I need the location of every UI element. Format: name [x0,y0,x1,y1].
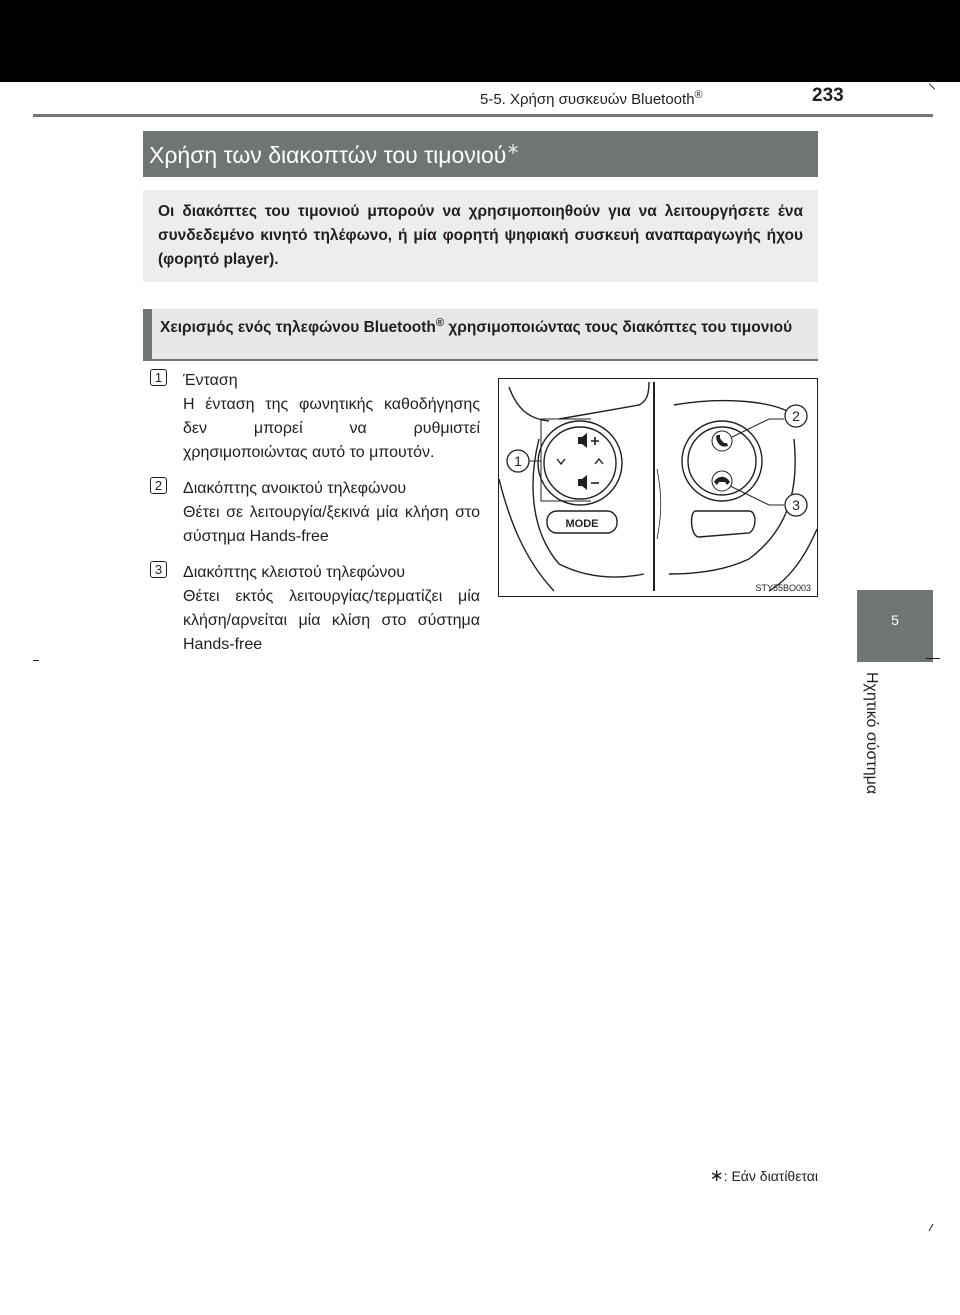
top-black-band [0,0,960,82]
callout-1-label: 1 [514,453,522,469]
availability-mark: ∗ [506,141,520,158]
crop-mark [33,660,39,661]
subsection-title-part2: χρησιμοποιώντας τους διακόπτες του τιμονιού [444,319,793,337]
wheel-outline [769,529,817,591]
callout-bracket [541,419,591,501]
steering-switch-figure [498,378,818,597]
item-list [150,369,480,669]
header-registered-mark: ® [694,89,703,101]
callout-3-label: 3 [792,497,800,513]
callout-1 [507,450,529,472]
wheel-outline [674,401,799,419]
crop-mark [929,83,935,89]
wheel-outline [559,564,644,577]
volume-down-icon [578,475,599,490]
callout-2-label: 2 [792,408,800,424]
header-rule [33,114,933,117]
list-item [150,561,480,657]
callout-2 [785,405,807,427]
page-number: 233 [812,85,844,106]
volume-switch-bezel [538,421,622,505]
callout-leader [724,483,784,505]
phone-off-icon [712,471,732,491]
wheel-outline [499,479,554,591]
section-title-text: Χρήση των διακοπτών του τιμονιού [149,142,507,168]
subsection-title-part1: Χειρισμός ενός τηλεφώνου Bluetooth [160,319,436,337]
subsection-registered-mark: ® [435,317,445,329]
mode-label: MODE [565,518,599,530]
item-description: Θέτει εκτός λειτουργίας/τερματίζει μία κλήση/αρνείται μία κλίση στο σύστημα Hands-free [183,588,480,653]
wheel-outline [669,559,749,574]
steering-switch-illustration [499,379,817,596]
item-title: Διακόπτης ανοικτού τηλεφώνου [183,480,407,497]
volume-up-icon [578,433,599,448]
chapter-number: 5 [891,612,899,628]
wheel-shading [657,469,661,539]
phone-on-icon [712,431,732,451]
item-description: Θέτει σε λειτουργία/ξεκινά μία κλήση στο σύστημα Hands-free [183,504,480,545]
chapter-tab [857,590,933,662]
chapter-label: Ηχητικό σύστημα [863,672,880,795]
footnote [700,1166,818,1186]
item-title: Ένταση [183,372,238,389]
figure-code: STY55BO003 [755,583,811,593]
list-item [150,477,480,549]
chevron-up-icon [595,459,603,464]
wheel-outline [509,387,549,421]
item-number-badge: 3 [150,561,167,578]
item-number-badge: 1 [150,369,167,386]
list-item [150,369,480,465]
subsection-heading [143,309,818,361]
running-header [480,89,703,108]
lower-right-button [692,511,755,537]
chevron-down-icon [557,459,565,464]
footnote-mark: ∗ [709,1166,724,1185]
footnote-text: : Εάν διατίθεται [723,1168,818,1184]
crop-mark [929,1224,934,1231]
item-title: Διακόπτης κλειστού τηλεφώνου [183,564,405,581]
callout-3 [785,494,807,516]
header-section-text: 5-5. Χρήση συσκευών Bluetooth [480,91,695,108]
wheel-outline [559,382,649,419]
item-number-badge: 2 [150,477,167,494]
intro-box [143,190,818,282]
intro-text: Οι διακόπτες του τιμονιού μπορούν να χρησιμοποιηθούν για να λειτουργήσετε ένα συνδεδεμένο κινητό τηλέφωνο, ή μία φορητή ψηφιακή συσκευή αναπαραγωγής ήχου (φορητό player). [158,203,803,268]
crop-mark [926,658,940,659]
section-title [143,131,818,177]
item-description: Η ένταση της φωνητικής καθοδήγησης δεν μπορεί να ρυθμιστεί χρησιμοποιώντας αυτό το μπουτόν. [183,396,480,461]
